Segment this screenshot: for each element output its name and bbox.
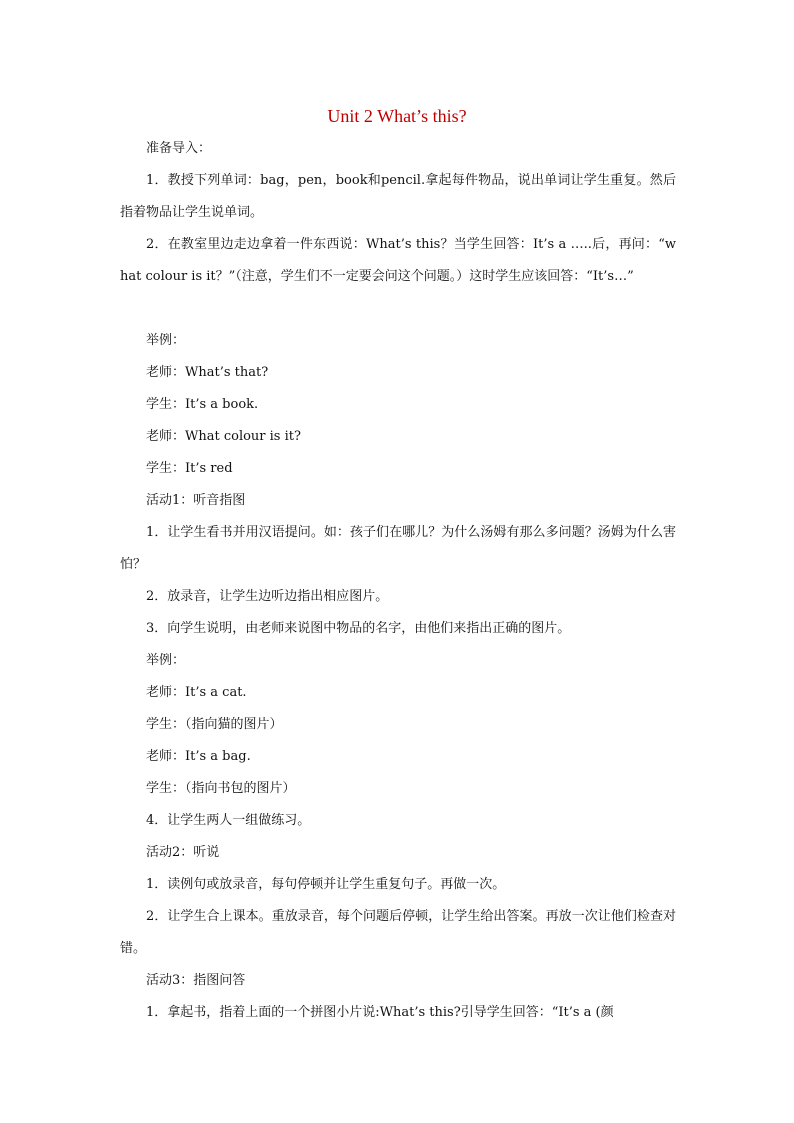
- paragraph-example-line-3: 老师：What colour is it?: [146, 429, 301, 444]
- document-title: Unit 2 What’s this?: [327, 106, 467, 126]
- paragraph-activity-1-step-3: 3．向学生说明，由老师来说图中物品的名字，由他们来指出正确的图片。: [146, 621, 571, 636]
- paragraph-activity-3-step-1: 1．拿起书，指着上面的一个拼图小片说:What’s this?引导学生回答：“It’s a (颜: [146, 1005, 614, 1020]
- paragraph-intro-step-1: 1．教授下列单词：bag，pen，book和pencil.拿起每件物品，说出单词让学生重复。然后指着物品让学生说单词。: [120, 173, 676, 220]
- paragraph-activity-1-step-1: 1．让学生看书并用汉语提问。如：孩子们在哪儿？为什么汤姆有那么多问题？汤姆为什么害怕？: [120, 525, 676, 572]
- paragraph-example-line-4: 学生：It’s red: [146, 461, 233, 476]
- paragraph-activity-1-step-2: 2．放录音，让学生边听边指出相应图片。: [146, 589, 389, 604]
- paragraph-example-heading-2: 举例：: [146, 653, 186, 668]
- paragraph-example-line-1: 老师：What’s that?: [146, 365, 269, 380]
- paragraph-example-line-7: 老师：It’s a bag.: [146, 749, 251, 764]
- paragraph-example-line-5: 老师：It’s a cat.: [146, 685, 247, 700]
- paragraph-activity-2-step-2: 2．让学生合上课本。重放录音，每个问题后停顿，让学生给出答案。再放一次让他们检查对错。: [120, 909, 676, 956]
- paragraph-intro-step-2: 2．在教室里边走边拿着一件东西说：What’s this？当学生回答：It’s a …..后，再问：“what colour is it？”（注意，学生们不一定要会问这个问题。）这时学生应该回答：“It’s…”: [120, 237, 676, 284]
- paragraph-activity-1-step-4: 4．让学生两人一组做练习。: [146, 813, 311, 828]
- paragraph-example-line-8: 学生：（指向书包的图片）: [146, 781, 296, 796]
- paragraph-activity-2-heading: 活动2：听说: [146, 845, 220, 860]
- paragraph-activity-2-step-1: 1．读例句或放录音，每句停顿并让学生重复句子。再做一次。: [146, 877, 506, 892]
- paragraph-intro-heading: 准备导入：: [146, 141, 212, 156]
- paragraph-activity-3-heading: 活动3：指图问答: [146, 973, 246, 988]
- paragraph-example-line-2: 学生：It’s a book.: [146, 397, 259, 412]
- paragraph-example-line-6: 学生：（指向猫的图片）: [146, 717, 283, 732]
- paragraph-activity-1-heading: 活动1：听音指图: [146, 493, 246, 508]
- paragraph-example-heading-1: 举例：: [146, 333, 186, 348]
